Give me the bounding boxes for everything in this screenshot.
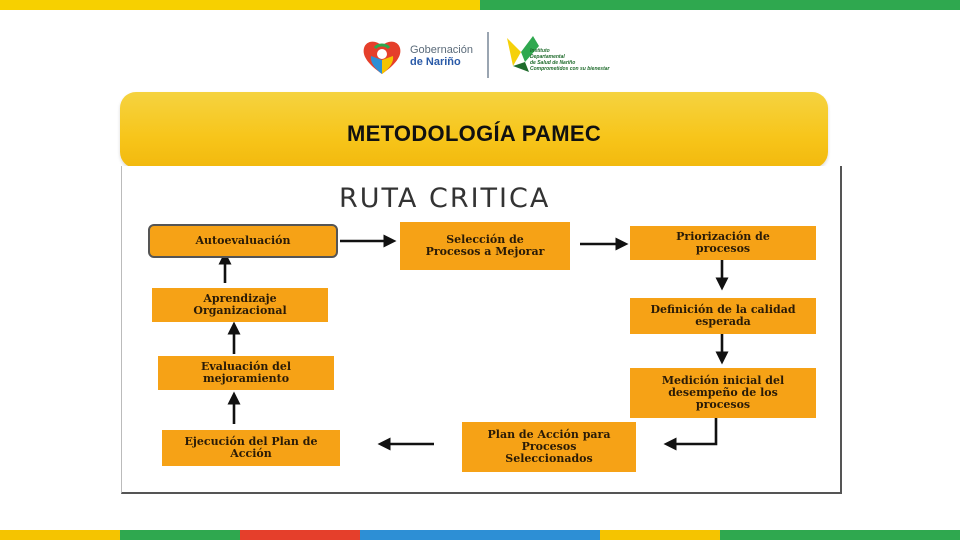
page-title: METODOLOGÍA PAMEC: [346, 121, 602, 146]
node-aprendizaje-organizacional: [152, 288, 328, 322]
stripe-segment-green-2: [720, 530, 960, 540]
instituto-line2: Departamental: [530, 54, 565, 60]
stripe-segment-blue: [360, 530, 600, 540]
instituto-line1: Instituto: [530, 48, 550, 54]
node-aprendizaje-label: Aprendizaje Organizacional: [193, 292, 287, 317]
stripe-segment-yellow-2: [600, 530, 720, 540]
node-evaluacion-mejoramiento: [158, 356, 334, 390]
title-banner: [120, 92, 828, 168]
logo-divider: [487, 32, 489, 78]
bottom-color-stripe: [0, 530, 960, 540]
node-definicion-calidad: [630, 298, 816, 334]
node-plan-label: Plan de Acción para Procesos Seleccionados: [487, 428, 611, 465]
node-autoevaluacion-label: Autoevaluación: [195, 234, 291, 247]
arrow-medicion-to-plan: [670, 418, 716, 444]
node-autoevaluacion: [148, 224, 338, 258]
gobernacion-line1: Gobernación: [410, 44, 473, 56]
node-ejecucion-label: Ejecución del Plan de Acción: [184, 435, 318, 460]
stripe-yellow: [0, 0, 480, 10]
gobernacion-line2: de Nariño: [410, 56, 461, 68]
header-logos: [360, 28, 610, 80]
gobernacion-heart-logo-icon: [360, 38, 404, 76]
instituto-line3: de Salud de Nariño: [530, 60, 576, 66]
node-priorizacion-label: Priorización de procesos: [676, 230, 770, 255]
stripe-green: [480, 0, 960, 10]
node-seleccion-label: Selección de Procesos a Mejorar: [425, 233, 545, 258]
node-priorizacion: [630, 226, 816, 260]
ruta-critica-diagram: [121, 166, 842, 494]
node-ejecucion-plan: [162, 430, 340, 466]
instituto-tagline: Comprometidos con su bienestar: [530, 66, 610, 72]
node-definicion-label: Definición de la calidad esperada: [650, 303, 796, 328]
stripe-segment-red: [240, 530, 360, 540]
top-color-stripe: [0, 0, 960, 10]
gobernacion-name: [410, 44, 473, 68]
node-medicion-label: Medición inicial del desempeño de los procesos: [661, 374, 785, 411]
node-medicion-inicial: [630, 368, 816, 418]
node-seleccion-procesos: [400, 222, 570, 270]
stripe-segment-yellow-1: [0, 530, 120, 540]
stripe-segment-green-1: [120, 530, 240, 540]
instituto-name: [530, 48, 609, 72]
node-evaluacion-label: Evaluación del mejoramiento: [200, 360, 292, 385]
node-plan-accion: [462, 422, 636, 472]
diagram-heading: RUTA CRITICA: [339, 183, 551, 214]
